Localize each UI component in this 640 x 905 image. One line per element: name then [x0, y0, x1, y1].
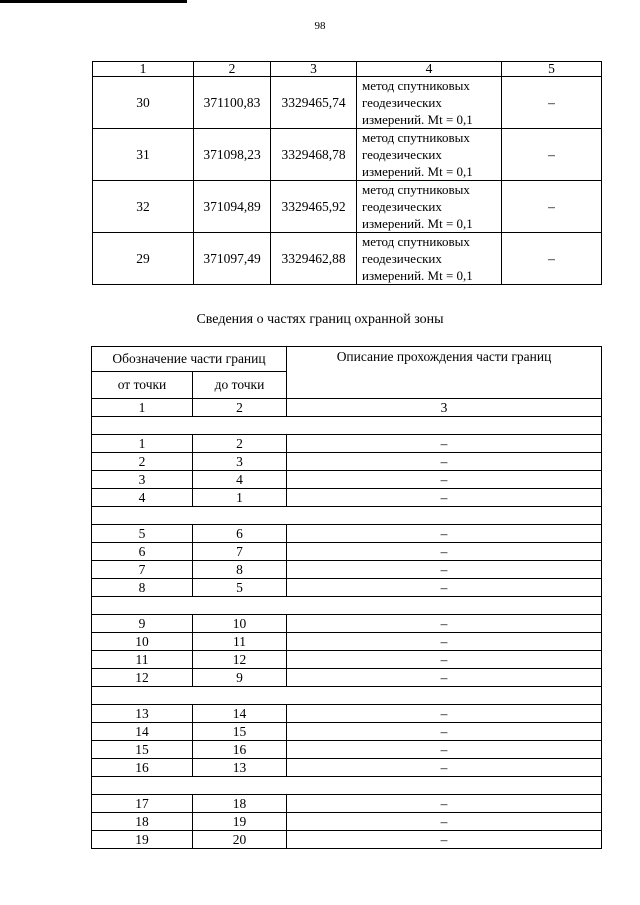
- to-point: 3: [193, 453, 287, 471]
- to-point: 14: [193, 705, 287, 723]
- to-point: 16: [193, 741, 287, 759]
- column-header-to: до точки: [193, 372, 287, 399]
- to-point: 10: [193, 615, 287, 633]
- method-line: измерений. Mt = 0,1: [362, 216, 473, 231]
- table-row: [92, 435, 602, 453]
- to-point: 8: [193, 561, 287, 579]
- from-point: 13: [92, 705, 193, 723]
- method-description: [357, 77, 502, 129]
- table-row: [92, 633, 602, 651]
- to-point: 12: [193, 651, 287, 669]
- column-number: 3: [271, 62, 357, 77]
- method-line: метод спутниковых: [362, 78, 470, 93]
- separator-cell: [92, 597, 602, 615]
- boundary-description: –: [287, 525, 602, 543]
- table-row: [93, 77, 602, 129]
- column-number: 4: [357, 62, 502, 77]
- boundary-description: –: [287, 723, 602, 741]
- x-coordinate: 371094,89: [194, 181, 271, 233]
- to-point: 1: [193, 489, 287, 507]
- from-point: 3: [92, 471, 193, 489]
- table-row: [93, 233, 602, 285]
- page-number: 98: [314, 20, 326, 32]
- from-point: 15: [92, 741, 193, 759]
- boundary-description: –: [287, 795, 602, 813]
- note: –: [502, 181, 602, 233]
- table-row: [92, 651, 602, 669]
- table-row: [92, 831, 602, 849]
- from-point: 8: [92, 579, 193, 597]
- table-row: [93, 181, 602, 233]
- table-row: [92, 525, 602, 543]
- point-number: 32: [93, 181, 194, 233]
- column-number: 3: [287, 399, 602, 417]
- x-coordinate: 371098,23: [194, 129, 271, 181]
- table-row: [92, 543, 602, 561]
- column-header-description: Описание прохождения части границ: [287, 347, 602, 399]
- y-coordinate: 3329462,88: [271, 233, 357, 285]
- method-line: геодезических: [362, 95, 442, 110]
- column-numbers-row: [92, 399, 602, 417]
- to-point: 15: [193, 723, 287, 741]
- table-row: [92, 741, 602, 759]
- note: –: [502, 233, 602, 285]
- table-row: [92, 723, 602, 741]
- method-line: измерений. Mt = 0,1: [362, 112, 473, 127]
- header-rule: [0, 0, 187, 3]
- y-coordinate: 3329468,78: [271, 129, 357, 181]
- boundary-description: –: [287, 561, 602, 579]
- boundary-description: –: [287, 579, 602, 597]
- note: –: [502, 77, 602, 129]
- coordinates-table: [92, 61, 602, 285]
- method-line: измерений. Mt = 0,1: [362, 164, 473, 179]
- table-row: [92, 759, 602, 777]
- table-row: [92, 489, 602, 507]
- table-row: [92, 471, 602, 489]
- to-point: 9: [193, 669, 287, 687]
- boundary-description: –: [287, 435, 602, 453]
- to-point: 6: [193, 525, 287, 543]
- group-separator-row: [92, 417, 602, 435]
- group-separator-row: [92, 597, 602, 615]
- to-point: 18: [193, 795, 287, 813]
- to-point: 7: [193, 543, 287, 561]
- method-line: метод спутниковых: [362, 234, 470, 249]
- method-description: [357, 129, 502, 181]
- boundary-parts-table: [91, 346, 602, 849]
- separator-cell: [92, 777, 602, 795]
- table-row: [92, 453, 602, 471]
- from-point: 12: [92, 669, 193, 687]
- x-coordinate: 371100,83: [194, 77, 271, 129]
- method-line: измерений. Mt = 0,1: [362, 268, 473, 283]
- method-line: геодезических: [362, 251, 442, 266]
- method-line: метод спутниковых: [362, 130, 470, 145]
- point-number: 30: [93, 77, 194, 129]
- from-point: 11: [92, 651, 193, 669]
- column-header-from: от точки: [92, 372, 193, 399]
- method-line: геодезических: [362, 199, 442, 214]
- from-point: 5: [92, 525, 193, 543]
- boundary-description: –: [287, 489, 602, 507]
- from-point: 7: [92, 561, 193, 579]
- from-point: 16: [92, 759, 193, 777]
- from-point: 1: [92, 435, 193, 453]
- boundary-description: –: [287, 741, 602, 759]
- table-row: [92, 795, 602, 813]
- x-coordinate: 371097,49: [194, 233, 271, 285]
- column-number: 1: [92, 399, 193, 417]
- note: –: [502, 129, 602, 181]
- column-number: 1: [93, 62, 194, 77]
- group-separator-row: [92, 777, 602, 795]
- to-point: 13: [193, 759, 287, 777]
- header-row-1: [92, 347, 602, 372]
- from-point: 14: [92, 723, 193, 741]
- table-row: [92, 561, 602, 579]
- column-number: 2: [194, 62, 271, 77]
- separator-cell: [92, 417, 602, 435]
- column-number: 5: [502, 62, 602, 77]
- boundary-description: –: [287, 669, 602, 687]
- to-point: 20: [193, 831, 287, 849]
- boundary-description: –: [287, 453, 602, 471]
- table-row: [93, 129, 602, 181]
- table-row: [92, 669, 602, 687]
- point-number: 29: [93, 233, 194, 285]
- group-separator-row: [92, 507, 602, 525]
- column-number: 2: [193, 399, 287, 417]
- y-coordinate: 3329465,92: [271, 181, 357, 233]
- from-point: 17: [92, 795, 193, 813]
- y-coordinate: 3329465,74: [271, 77, 357, 129]
- table-row: [92, 615, 602, 633]
- to-point: 11: [193, 633, 287, 651]
- boundary-description: –: [287, 813, 602, 831]
- method-description: [357, 233, 502, 285]
- table-row: [92, 705, 602, 723]
- method-line: метод спутниковых: [362, 182, 470, 197]
- point-number: 31: [93, 129, 194, 181]
- from-point: 18: [92, 813, 193, 831]
- boundary-description: –: [287, 651, 602, 669]
- boundary-description: –: [287, 705, 602, 723]
- to-point: 5: [193, 579, 287, 597]
- from-point: 6: [92, 543, 193, 561]
- boundary-description: –: [287, 759, 602, 777]
- from-point: 2: [92, 453, 193, 471]
- from-point: 9: [92, 615, 193, 633]
- method-line: геодезических: [362, 147, 442, 162]
- separator-cell: [92, 687, 602, 705]
- to-point: 2: [193, 435, 287, 453]
- column-group-header: Обозначение части границ: [92, 347, 287, 372]
- boundary-description: –: [287, 471, 602, 489]
- from-point: 10: [92, 633, 193, 651]
- to-point: 4: [193, 471, 287, 489]
- column-numbers-row: [93, 62, 602, 77]
- boundary-description: –: [287, 633, 602, 651]
- group-separator-row: [92, 687, 602, 705]
- separator-cell: [92, 507, 602, 525]
- from-point: 19: [92, 831, 193, 849]
- section-title: Сведения о частях границ охранной зоны: [196, 312, 444, 327]
- table-row: [92, 579, 602, 597]
- boundary-description: –: [287, 615, 602, 633]
- to-point: 19: [193, 813, 287, 831]
- table-row: [92, 813, 602, 831]
- boundary-description: –: [287, 831, 602, 849]
- method-description: [357, 181, 502, 233]
- from-point: 4: [92, 489, 193, 507]
- boundary-description: –: [287, 543, 602, 561]
